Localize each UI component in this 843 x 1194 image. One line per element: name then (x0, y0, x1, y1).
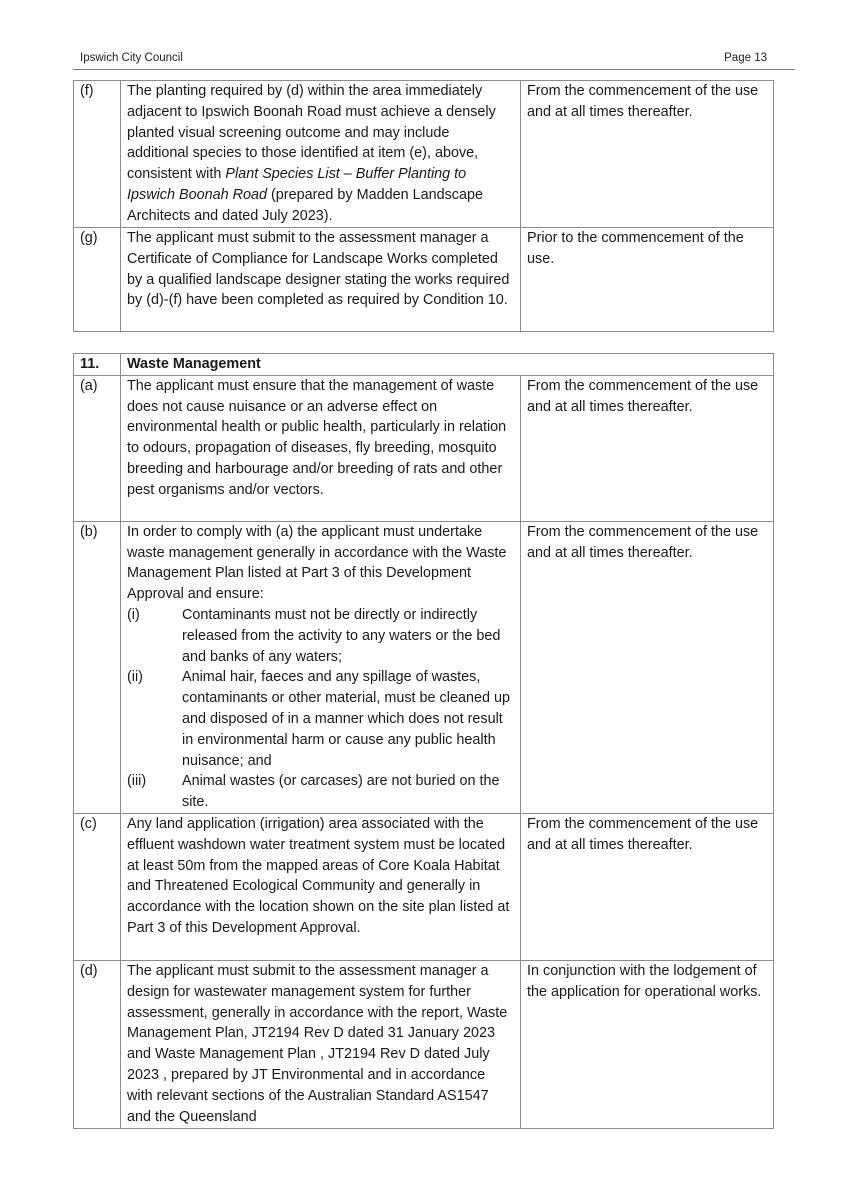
condition-10-table (73, 80, 774, 332)
table-row (74, 81, 774, 228)
condition-item-text: The applicant must submit to the assessment manager a Certificate of Compliance for Landscape Works completed by a qualified landscape designer stating the works required by (d)-(f) have been completed as required by Condition 10. (121, 228, 521, 332)
condition-item-timing: From the commencement of the use and at all times thereafter. (521, 375, 774, 521)
sub-item-text: Animal wastes (or carcases) are not buried on the site. (182, 773, 500, 811)
condition-item-timing: Prior to the commencement of the use. (521, 228, 774, 332)
condition-item-id: (c) (74, 813, 121, 960)
header-divider (73, 69, 795, 70)
table-row (74, 228, 774, 332)
condition-item-text: The applicant must ensure that the management of waste does not cause nuisance or an adverse effect on environmental health or public health, particularly in relation to odours, propagation of diseases, fly breeding, mosquito breeding and harbourage and/or breeding of rats and other pest organisms and/or vectors. (121, 375, 521, 521)
condition-item-timing: From the commencement of the use and at all times thereafter. (521, 813, 774, 960)
condition-item-text: The planting required by (d) within the area immediately adjacent to Ipswich Boonah Road must achieve a densely planted visual screening outcome and may include additional species to those identified at item (e), above, consistent with Plant Species List – Buffer Planting to Ipswich Boonah Road (prepared by Madden Landscape Architects and dated July 2023). (121, 81, 521, 228)
sub-item-number: (i) (127, 606, 140, 623)
condition-number: 11. (74, 354, 121, 376)
page-header (80, 50, 767, 70)
table-row (74, 375, 774, 521)
condition-item-id: (d) (74, 960, 121, 1128)
condition-item-timing: From the commencement of the use and at all times thereafter. (521, 521, 774, 813)
page-number: Page 13 (724, 52, 767, 64)
sub-item (127, 667, 514, 771)
condition-item-text: The applicant must submit to the assessment manager a design for wastewater management system for further assessment, generally in accordance with the report, Waste Management Plan, JT2194 Rev D dated 31 January 2023 and Waste Management Plan , JT2194 Rev D dated July 2023 , prepared by JT Environmental and in accordance with relevant sections of the Australian Standard AS1547 and the Queensland (121, 960, 521, 1128)
condition-item-timing: From the commencement of the use and at all times thereafter. (521, 81, 774, 228)
sub-item-text: Contaminants must not be directly or indirectly released from the activity to any waters or the bed and banks of any waters; (182, 606, 501, 665)
sub-item-number: (ii) (127, 669, 143, 686)
condition-header-row (74, 354, 774, 376)
table-row (74, 960, 774, 1128)
condition-item-id: (g) (74, 228, 121, 332)
organisation-name: Ipswich City Council (80, 52, 183, 64)
table-row (74, 813, 774, 960)
sub-item (127, 605, 514, 667)
sub-item (127, 771, 514, 813)
document-reference: Plant Species List – Buffer Planting to Ipswich Boonah Road (127, 166, 467, 203)
condition-item-id: (b) (74, 521, 121, 813)
condition-item-id: (a) (74, 375, 121, 521)
condition-title: Waste Management (121, 354, 774, 376)
condition-item-intro: In order to comply with (a) the applicant must undertake waste management generally in accordance with the Waste Management Plan listed at Part 3 of this Development Approval and ensure: (127, 523, 507, 603)
condition-item-timing: In conjunction with the lodgement of the application for operational works. (521, 960, 774, 1128)
sub-item-text: Animal hair, faeces and any spillage of wastes, contaminants or other material, must be cleaned up and disposed of in a manner which does not result in environmental harm or cause any public health nuisance; and (182, 669, 510, 769)
condition-item-text: Any land application (irrigation) area associated with the effluent washdown water treatment system must be located at least 50m from the mapped areas of Core Koala Habitat and Threatened Ecological Community and generally in accordance with the location shown on the site plan listed at Part 3 of this Development Approval. (121, 813, 521, 960)
condition-item-id: (f) (74, 81, 121, 228)
sub-item-number: (iii) (127, 773, 147, 790)
table-row (74, 521, 774, 813)
condition-11-table (73, 353, 774, 1129)
condition-item-text (121, 521, 521, 813)
